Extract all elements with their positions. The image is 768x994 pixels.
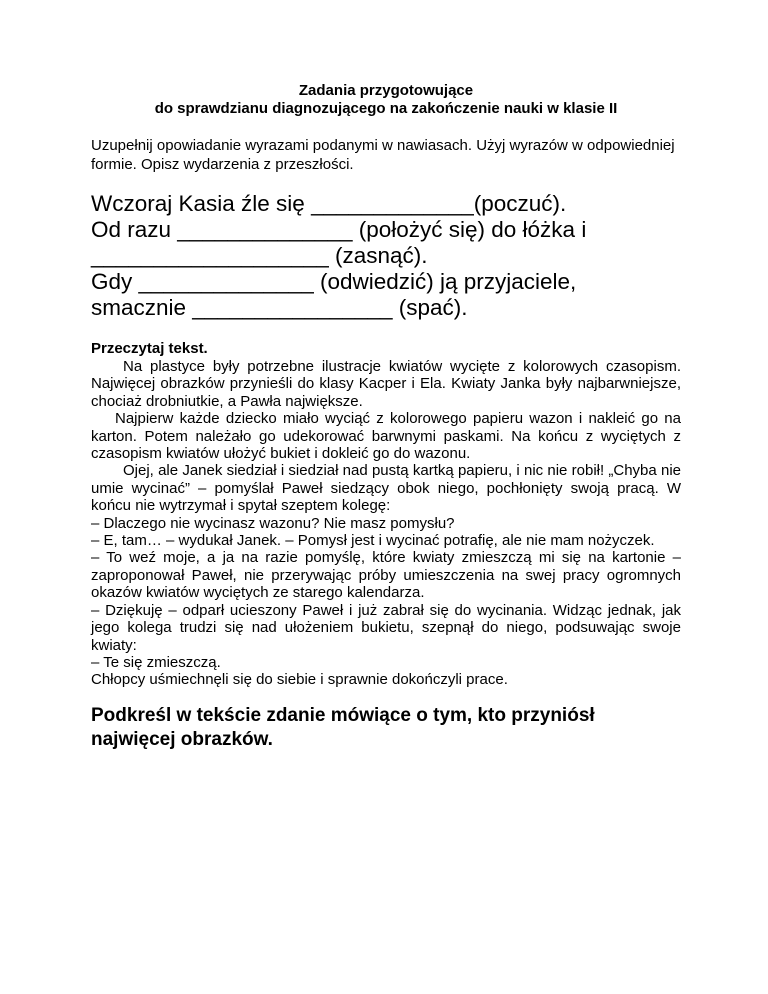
- exercise-line: Gdy ______________ (odwiedzić) ją przyjaciele,: [91, 269, 577, 294]
- exercise-line: ___________________ (zasnąć).: [91, 243, 428, 268]
- reading-text: [91, 358, 681, 689]
- story-paragraph: – Dlaczego nie wycinasz wazonu? Nie masz pomysłu?: [91, 514, 455, 532]
- exercise-line: Od razu ______________ (położyć się) do łóżka i: [91, 217, 587, 242]
- story-paragraph: – To weź moje, a ja na razie pomyślę, które kwiaty zmieszczą mi się na kartonie – zaproponował Paweł, nie przerywając próby umieszczenia na swej pracy ogromnych okazów kwiatów wyciętych ze starego kalendarza.: [91, 549, 681, 602]
- story-paragraph: – E, tam… – wydukał Janek. – Pomysł jest i wycinać potrafię, ale nie mam nożyczek.: [91, 532, 655, 550]
- exercise-line: Wczoraj Kasia źle się _____________(poczuć).: [91, 191, 567, 216]
- exercise-line: smacznie ________________ (spać).: [91, 295, 468, 320]
- title-line-2: do sprawdzianu diagnozującego na zakończenie nauki w klasie II: [154, 100, 618, 117]
- story-paragraph: – Te się zmieszczą.: [91, 653, 221, 671]
- exercise-instruction: Uzupełnij opowiadanie wyrazami podanymi w nawiasach. Użyj wyrazów w odpowiedniej formie. Opisz wydarzenia z przeszłości.: [91, 137, 675, 173]
- story-paragraph: Najpierw każde dziecko miało wyciąć z kolorowego papieru wazon i nakleić go na karton. Potem należało go udekorować barwnymi paskami. Na końcu z wyciętych z czasopism kwiatów ułożyć bukiet i dokleić go do wazonu.: [91, 410, 681, 463]
- story-paragraph: Ojej, ale Janek siedział i siedział nad pustą kartką papieru, i nic nie robił! „Chyba nie umie wycinać” – pomyślał Paweł siedzący obok niego, pochłonięty swoją pracą. W końcu nie wytrzymał i spytał szeptem kolegę:: [91, 462, 681, 515]
- story-paragraph: Chłopcy uśmiechnęli się do siebie i sprawnie dokończyli prace.: [91, 671, 508, 689]
- worksheet-title: [91, 82, 681, 118]
- title-line-1: Zadania przygotowujące: [298, 82, 474, 99]
- story-paragraph: – Dziękuję – odparł ucieszony Paweł i już zabrał się do wycinania. Widząc jednak, jak jego kolega trudzi się nad ułożeniem bukietu, szepnął do niego, podsuwając swoje kwiaty:: [91, 601, 681, 654]
- reading-heading: Przeczytaj tekst.: [91, 340, 208, 357]
- story-paragraph: Na plastyce były potrzebne ilustracje kwiatów wycięte z kolorowych czasopism. Najwięcej obrazków przynieśli do klasy Kacper i Ela. Kwiaty Janka były najbarwniejsze, chociaż drobniutkie, a Pawła największe.: [91, 358, 681, 410]
- underline-task: Podkreśl w tekście zdanie mówiące o tym, kto przyniósł najwięcej obrazków.: [91, 704, 595, 750]
- worksheet-page: [91, 0, 681, 752]
- fill-in-exercise: [91, 191, 681, 321]
